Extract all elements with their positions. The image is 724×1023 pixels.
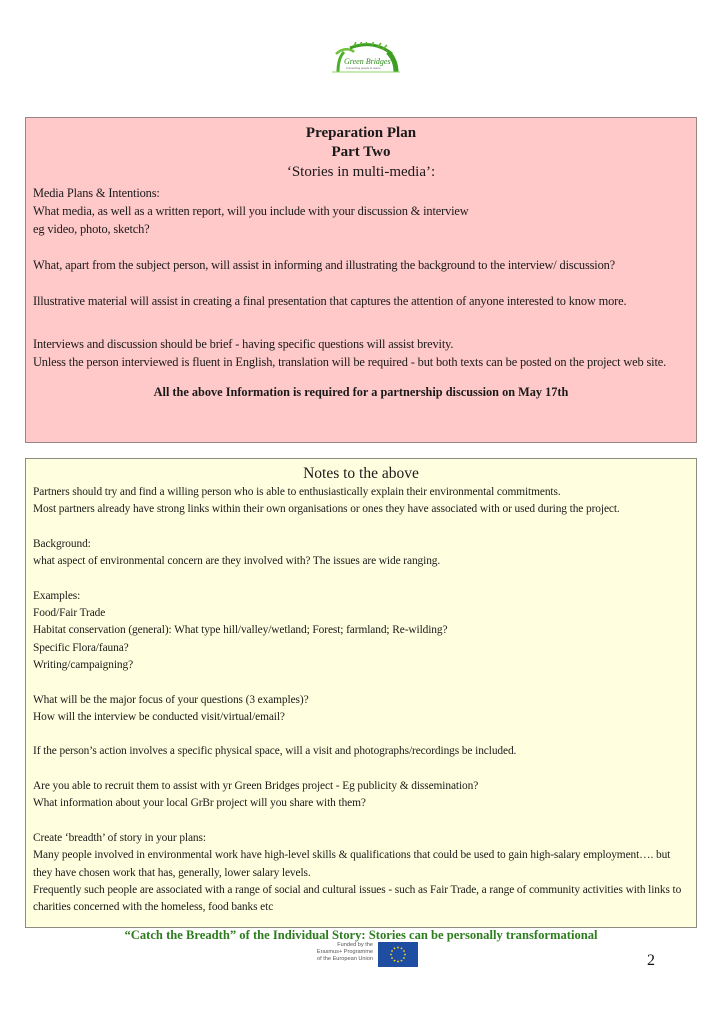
media-examples: eg video, photo, sketch? <box>33 222 150 236</box>
example-item: Writing/campaigning? <box>33 658 134 671</box>
erasmus-funding-logo <box>306 941 418 969</box>
green-bridges-logo <box>330 42 402 76</box>
notes-line: If the person’s action involves a specific physical space, will a visit and photographs/recordings be included. <box>33 745 517 758</box>
notes-line: Frequently such people are associated with a range of social and cultural issues - such as Fair Trade, a range of community activities with links to charities concerned with the homeless, food banks etc <box>33 883 682 914</box>
notes-line: what aspect of environmental concern are they involved with? The issues are wide ranging. <box>33 555 441 568</box>
illustrative-material-note: Illustrative material will assist in creating a final presentation that captures the attention of anyone interested to know more. <box>33 294 627 308</box>
background-question: What, apart from the subject person, will assist in informing and illustrating the background to the interview/ discussion? <box>33 258 616 272</box>
notes-line: Many people involved in environmental work have high-level skills & qualifications that could be used to gain high-salary employment…. but they have chosen work that has, generally, lower salary levels. <box>33 849 671 879</box>
notes-line: Are you able to recruit them to assist with yr Green Bridges project - Eg publicity & dissemination? <box>33 780 479 793</box>
notes-line: Most partners already have strong links within their own organisations or ones they have associated with or used during the project. <box>33 503 620 516</box>
brevity-note: Interviews and discussion should be brief - having specific questions will assist brevity. <box>33 337 454 351</box>
svg-text:Green Bridges: Green Bridges <box>344 57 391 66</box>
svg-text:Connecting people & nature: Connecting people & nature <box>346 66 381 70</box>
preparation-plan-title: Preparation Plan <box>305 125 417 141</box>
catch-the-breadth-tagline: “Catch the Breadth” of the Individual Story: Stories can be personally transformational <box>124 928 598 943</box>
stories-subtitle: ‘Stories in multi-media’: <box>286 164 436 180</box>
example-item: Habitat conservation (general): What type hill/valley/wetland; Forest; farmland; Re-wilding? <box>33 624 448 637</box>
partnership-discussion-note: All the above Information is required for a partnership discussion on May 17th <box>153 385 569 399</box>
notes-line: How will the interview be conducted visit/virtual/email? <box>33 710 285 723</box>
funding-text: Funded by the Erasmus+ Programme of the European Union <box>316 942 373 962</box>
example-item: Specific Flora/fauna? <box>33 641 129 654</box>
part-two-title: Part Two <box>331 144 391 160</box>
notes-line: Partners should try and find a willing person who is able to enthusiastically explain their environmental commitments. <box>33 486 561 498</box>
preparation-plan-box <box>25 117 697 443</box>
notes-box <box>25 458 697 943</box>
notes-line: What will be the major focus of your questions (3 examples)? <box>33 693 309 706</box>
example-item: Food/Fair Trade <box>33 607 106 620</box>
background-label: Background: <box>33 537 91 550</box>
eu-flag-icon <box>378 942 418 967</box>
page-number: 2 <box>647 952 655 969</box>
examples-label: Examples: <box>33 589 81 602</box>
media-plans-label: Media Plans & Intentions: <box>33 186 160 200</box>
green-bridges-logo-icon <box>330 42 402 76</box>
notes-heading: Notes to the above <box>303 465 419 482</box>
media-question: What media, as well as a written report, will you include with your discussion & interview <box>33 204 469 218</box>
translation-note: Unless the person interviewed is fluent in English, translation will be required - but both texts can be posted on the project web site. <box>33 355 667 369</box>
notes-line: What information about your local GrBr project will you share with them? <box>33 797 366 810</box>
breadth-label: Create ‘breadth’ of story in your plans: <box>33 831 206 844</box>
